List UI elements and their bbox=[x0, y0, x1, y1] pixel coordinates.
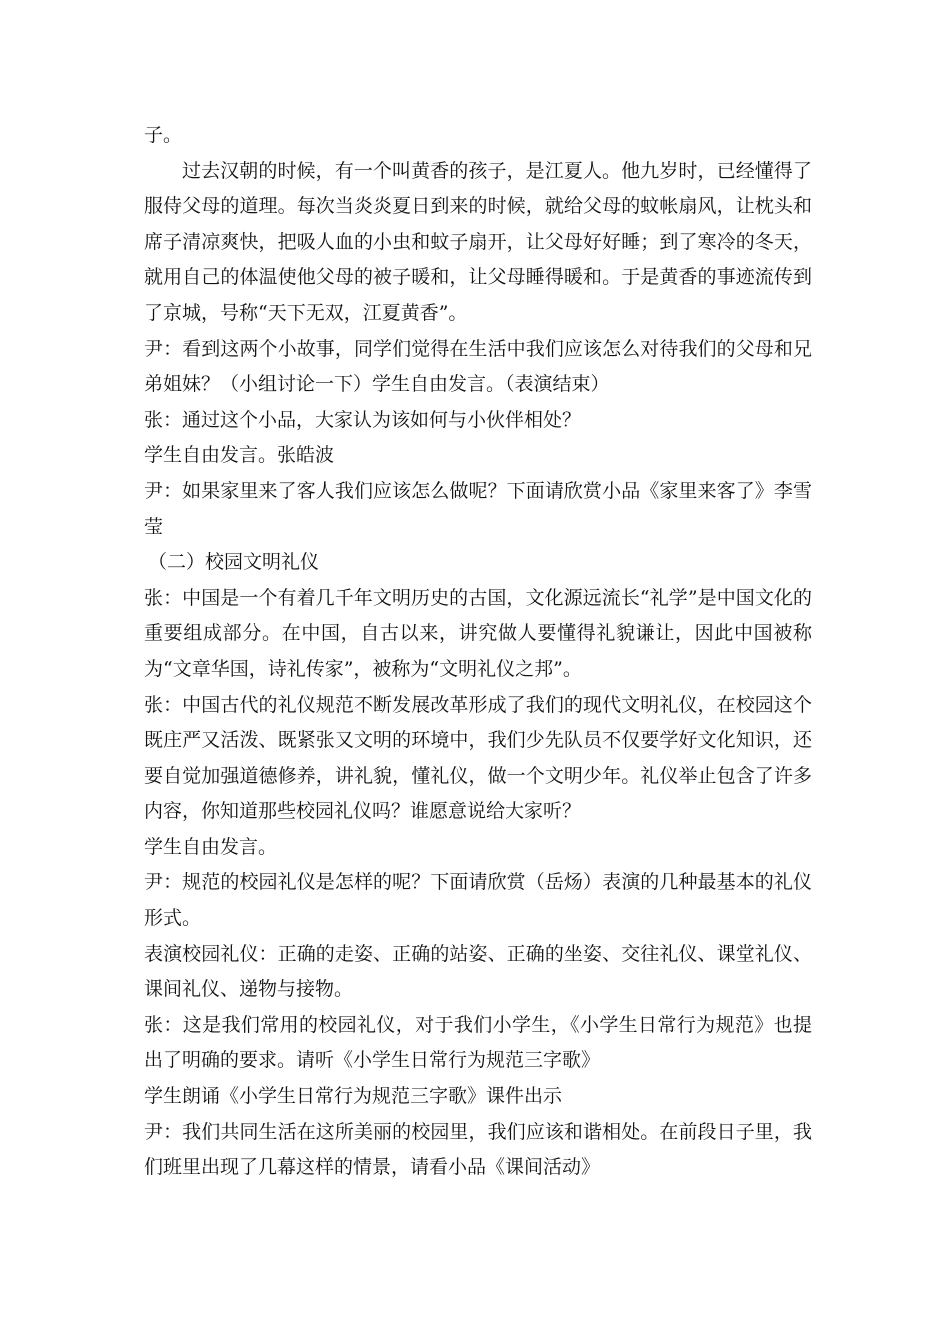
paragraph-continuation: 子。 bbox=[144, 124, 183, 146]
paragraph-student-speech-1: 学生自由发言。张皓波 bbox=[144, 444, 335, 467]
paragraph-etiquette-performance: 表演校园礼仪：正确的走姿、正确的站姿、正确的坐姿、交往礼仪、课堂礼仪、课间礼仪、递物与接物。 bbox=[144, 942, 812, 1001]
paragraph-yin-question-parents: 尹：看到这两个小故事，同学们觉得在生活中我们应该怎么对待我们的父母和兄弟姐妹？（小组讨论一下）学生自由发言。（表演结束） bbox=[144, 337, 812, 396]
document-body bbox=[144, 118, 812, 1186]
section-heading-campus-etiquette: （二）校园文明礼仪 bbox=[148, 551, 320, 574]
paragraph-zhang-modern-etiquette: 张：中国古代的礼仪规范不断发展改革形成了我们的现代文明礼仪，在校园这个既庄严又活泼、既紧张又文明的环境中，我们少先队员不仅要学好文化知识，还要自觉加强道德修养，讲礼貌，懂礼仪，做一个文明少年。礼仪举止包含了许多内容，你知道那些校园礼仪吗？谁愿意说给大家听？ bbox=[144, 693, 812, 823]
paragraph-zhang-question-friends: 张：通过这个小品，大家认为该如何与小伙伴相处？ bbox=[144, 408, 582, 431]
paragraph-yin-guests-skit: 尹：如果家里来了客人我们应该怎么做呢？下面请欣赏小品《家里来客了》李雪莹 bbox=[144, 479, 812, 538]
paragraph-zhang-code-of-conduct: 张：这是我们常用的校园礼仪，对于我们小学生，《小学生日常行为规范》也提出了明确的要求。请听《小学生日常行为规范三字歌》 bbox=[144, 1013, 812, 1072]
paragraph-student-speech-2: 学生自由发言。 bbox=[144, 835, 278, 858]
paragraph-zhang-china-etiquette: 张：中国是一个有着几千年文明历史的古国，文化源远流长“礼学”是中国文化的重要组成部分。在中国，自古以来，讲究做人要懂得礼貌谦让，因此中国被称为“文章华国，诗礼传家”，被称为“文明礼仪之邦”。 bbox=[144, 586, 812, 680]
paragraph-yin-etiquette-forms: 尹：规范的校园礼仪是怎样的呢？下面请欣赏（岳炀）表演的几种最基本的礼仪形式。 bbox=[144, 871, 812, 930]
paragraph-student-recitation: 学生朗诵《小学生日常行为规范三字歌》课件出示 bbox=[144, 1085, 563, 1108]
paragraph-huangxiang-story: 过去汉朝的时候，有一个叫黄香的孩子，是江夏人。他九岁时，已经懂得了服侍父母的道理。每次当炎炎夏日到来的时候，就给父母的蚊帐扇风，让枕头和席子清凉爽快，把吸人血的小虫和蚊子扇开，让父母好好睡；到了寒冷的冬天，就用自己的体温使他父母的被子暖和，让父母睡得暖和。于是黄香的事迹流传到了京城，号称“天下无双，江夏黄香”。 bbox=[144, 159, 812, 324]
paragraph-yin-recess-skit: 尹：我们共同生活在这所美丽的校园里，我们应该和谐相处。在前段日子里，我们班里出现了几幕这样的情景，请看小品《课间活动》 bbox=[144, 1120, 812, 1179]
